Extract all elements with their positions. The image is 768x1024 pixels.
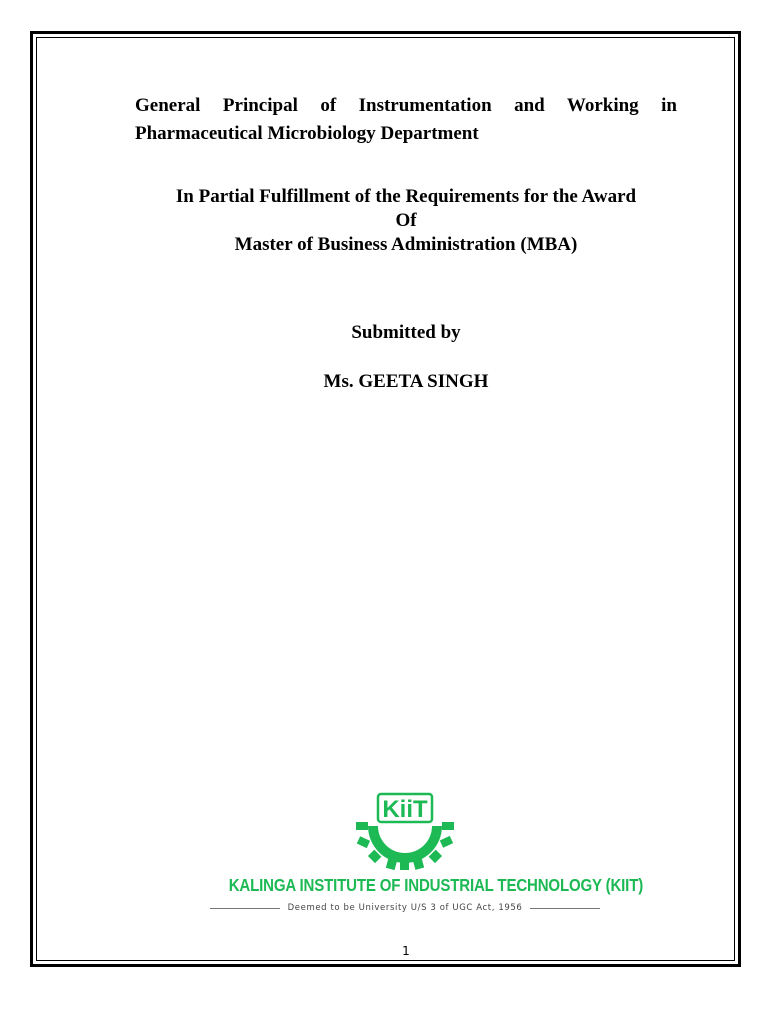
logo-wordmark: KiiT — [382, 796, 428, 823]
page-number: 1 — [402, 944, 410, 958]
tagline-rule-left — [210, 908, 280, 909]
fulfillment-statement — [100, 185, 712, 257]
tagline-rule-right — [530, 908, 600, 909]
institute-tagline-row — [210, 901, 600, 915]
institute-logo — [200, 790, 644, 920]
author-name: Ms. GEETA SINGH — [323, 371, 489, 392]
institute-tagline: Deemed to be University U/S 3 of UGC Act, 1956 — [287, 903, 523, 913]
kiit-logo-icon — [354, 790, 456, 870]
submitted-by-label: Submitted by — [351, 322, 461, 343]
fulfillment-line-2: Of — [395, 210, 417, 231]
degree-name: Master of Business Administration (MBA) — [234, 234, 578, 255]
institute-name: KALINGA INSTITUTE OF INDUSTRIAL TECHNOLOGY (KIIT) — [228, 875, 644, 895]
fulfillment-line-1: In Partial Fulfillment of the Requirements for the Award — [175, 186, 637, 207]
document-title: General Principal of Instrumentation and Working in Pharmaceutical Microbiology Department — [135, 95, 677, 144]
